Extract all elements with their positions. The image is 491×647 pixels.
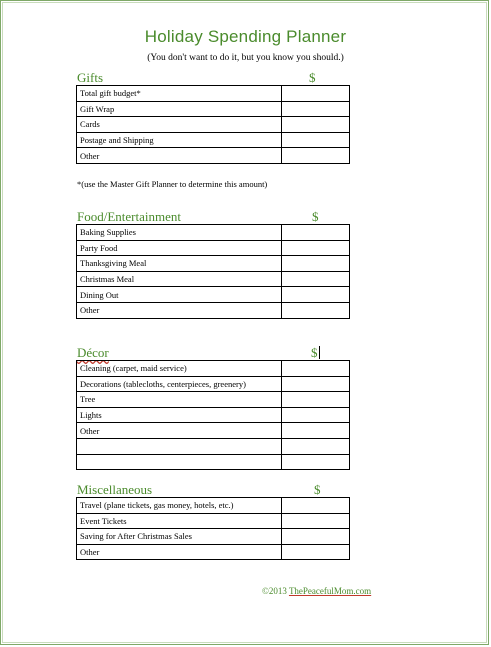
table-row: [77, 361, 350, 377]
footer-copyright: ©2013: [262, 586, 287, 596]
footer-site-link[interactable]: ThePeacefulMom.com: [288, 586, 372, 596]
page-subtitle: (You don't want to do it, but you know you should.): [147, 53, 344, 63]
amount-cell[interactable]: [282, 225, 350, 241]
amount-cell[interactable]: [282, 376, 350, 392]
row-label[interactable]: [77, 438, 282, 454]
table-row: [77, 454, 350, 470]
amount-cell[interactable]: [282, 454, 350, 470]
table-row: [77, 438, 350, 454]
row-label: Event Tickets: [77, 513, 282, 529]
gift-budget-note: *(use the Master Gift Planner to determine this amount): [77, 179, 268, 189]
row-label: Thanksgiving Meal: [77, 256, 282, 272]
amount-cell[interactable]: [282, 256, 350, 272]
misc-dollar: $: [314, 482, 321, 497]
table-row: [77, 271, 350, 287]
table-row: [77, 86, 350, 102]
food-table: [76, 224, 350, 319]
amount-cell[interactable]: [282, 86, 350, 102]
row-label: Christmas Meal: [77, 271, 282, 287]
table-row: [77, 302, 350, 318]
row-label: Baking Supplies: [77, 225, 282, 241]
amount-cell[interactable]: [282, 117, 350, 133]
table-row: [77, 544, 350, 560]
table-row: [77, 148, 350, 164]
gifts-heading: Gifts: [77, 70, 103, 85]
row-label: Party Food: [77, 240, 282, 256]
amount-cell[interactable]: [282, 240, 350, 256]
gifts-dollar: $: [309, 70, 316, 85]
amount-cell[interactable]: [282, 438, 350, 454]
amount-cell[interactable]: [282, 148, 350, 164]
table-row: [77, 423, 350, 439]
row-label: Tree: [77, 392, 282, 408]
table-row: [77, 513, 350, 529]
table-row: [77, 376, 350, 392]
row-label: Gift Wrap: [77, 101, 282, 117]
row-label: Cards: [77, 117, 282, 133]
row-label: Other: [77, 148, 282, 164]
row-label[interactable]: [77, 454, 282, 470]
table-row: [77, 225, 350, 241]
row-label: Decorations (tablecloths, centerpieces, greenery): [77, 376, 282, 392]
amount-cell[interactable]: [282, 302, 350, 318]
amount-cell[interactable]: [282, 101, 350, 117]
table-row: [77, 101, 350, 117]
decor-heading-text: Décor: [77, 345, 109, 360]
amount-cell[interactable]: [282, 513, 350, 529]
row-label: Other: [77, 544, 282, 560]
table-row: [77, 287, 350, 303]
decor-dollar: $: [311, 345, 318, 360]
table-row: [77, 117, 350, 133]
row-label: Other: [77, 423, 282, 439]
table-row: [77, 407, 350, 423]
misc-heading: Miscellaneous: [77, 482, 153, 497]
amount-cell[interactable]: [282, 392, 350, 408]
amount-cell[interactable]: [282, 407, 350, 423]
table-row: [77, 498, 350, 514]
gifts-table: [76, 85, 350, 164]
row-label: Cleaning (carpet, maid service): [77, 361, 282, 377]
amount-cell[interactable]: [282, 498, 350, 514]
row-label: Travel (plane tickets, gas money, hotels, etc.): [77, 498, 282, 514]
amount-cell[interactable]: [282, 423, 350, 439]
amount-cell[interactable]: [282, 271, 350, 287]
misc-table: [76, 497, 350, 560]
amount-cell[interactable]: [282, 361, 350, 377]
row-label: Lights: [77, 407, 282, 423]
food-dollar: $: [312, 209, 319, 224]
row-label: Postage and Shipping: [77, 132, 282, 148]
table-row: [77, 529, 350, 545]
table-row: [77, 132, 350, 148]
row-label: Total gift budget*: [77, 86, 282, 102]
text-cursor: [319, 346, 320, 359]
footer-credit: [262, 586, 371, 596]
table-row: [77, 256, 350, 272]
row-label: Dining Out: [77, 287, 282, 303]
food-heading: Food/Entertainment: [77, 209, 181, 224]
row-label: Saving for After Christmas Sales: [77, 529, 282, 545]
table-row: [77, 392, 350, 408]
amount-cell[interactable]: [282, 287, 350, 303]
row-label: Other: [77, 302, 282, 318]
decor-heading: [77, 345, 109, 361]
amount-cell[interactable]: [282, 544, 350, 560]
amount-cell[interactable]: [282, 529, 350, 545]
amount-cell[interactable]: [282, 132, 350, 148]
table-row: [77, 240, 350, 256]
decor-table: [76, 360, 350, 470]
page-title: Holiday Spending Planner: [144, 27, 347, 46]
